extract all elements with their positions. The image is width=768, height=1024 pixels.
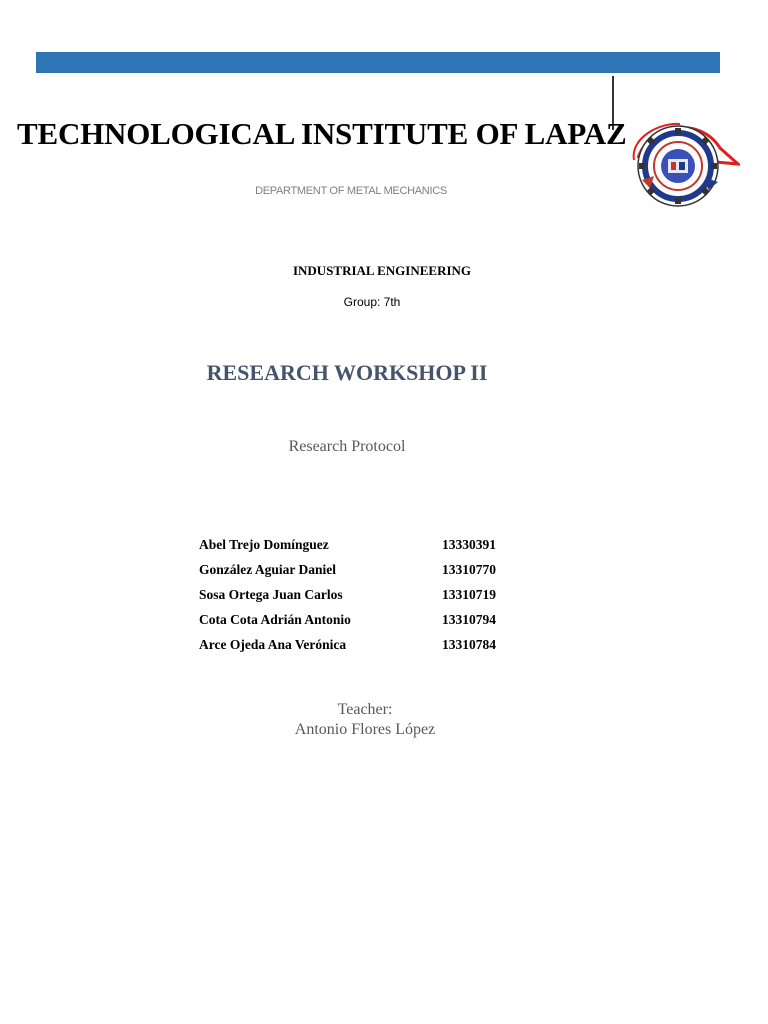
student-list xyxy=(199,532,529,658)
program-name: INDUSTRIAL ENGINEERING xyxy=(292,263,472,278)
student-name: Cota Cota Adrián Antonio xyxy=(199,612,351,628)
student-name: Arce Ojeda Ana Verónica xyxy=(199,637,347,653)
teacher-label: Teacher: xyxy=(337,701,393,718)
student-id: 13310770 xyxy=(442,561,496,577)
student-row xyxy=(199,582,529,607)
student-name: González Aguiar Daniel xyxy=(199,561,336,577)
group-label: Group: 7th xyxy=(343,295,401,309)
student-id: 13310719 xyxy=(442,586,496,602)
student-id: 13330391 xyxy=(442,536,496,552)
student-name: Sosa Ortega Juan Carlos xyxy=(199,586,343,602)
institute-title: TECHNOLOGICAL INSTITUTE OF LAPAZ xyxy=(17,116,627,151)
student-id: 13310794 xyxy=(442,612,496,628)
student-row xyxy=(199,532,529,557)
header-accent-bar xyxy=(36,52,720,73)
document-type: Research Protocol xyxy=(288,438,406,455)
teacher-block xyxy=(0,700,730,740)
student-id: 13310784 xyxy=(442,637,496,653)
student-row xyxy=(199,557,529,582)
student-row xyxy=(199,633,529,658)
student-name: Abel Trejo Domínguez xyxy=(199,536,329,552)
course-title: RESEARCH WORKSHOP II xyxy=(206,360,488,385)
teacher-name: Antonio Flores López xyxy=(294,721,436,738)
department-name: DEPARTMENT OF METAL MECHANICS xyxy=(255,185,447,197)
student-row xyxy=(199,608,529,633)
